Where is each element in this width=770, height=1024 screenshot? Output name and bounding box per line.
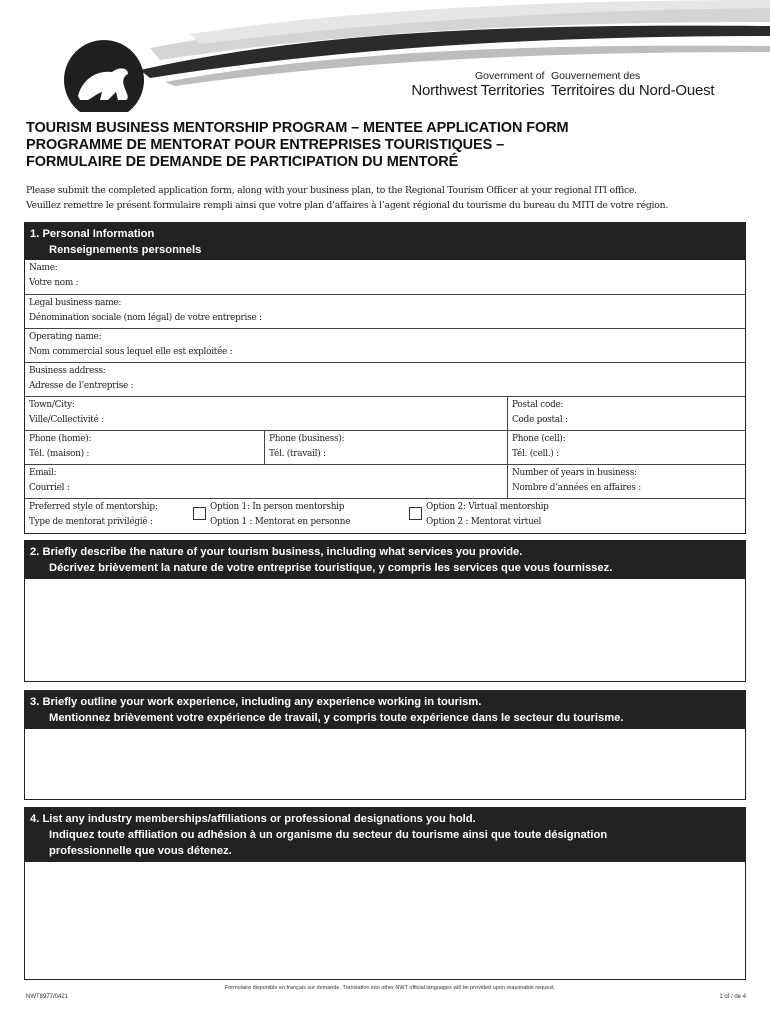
phone-cell-label-en: Phone (cell): bbox=[512, 434, 566, 444]
gov-en-small: Government of bbox=[475, 70, 545, 82]
option-1-checkbox[interactable] bbox=[193, 507, 206, 520]
government-name-en bbox=[405, 70, 544, 99]
title-line-2: PROGRAMME DE MENTORAT POUR ENTREPRISES TOURISTIQUES – bbox=[26, 137, 505, 153]
address-row[interactable] bbox=[25, 362, 745, 396]
letterhead bbox=[0, 0, 770, 112]
postal-code-field[interactable] bbox=[507, 397, 745, 430]
section-4-title-fr-2: professionnelle que vous détenez. bbox=[49, 845, 232, 857]
mentorship-style-label bbox=[25, 499, 189, 533]
legal-business-name-field[interactable] bbox=[25, 295, 745, 328]
years-label-en: Number of years in business: bbox=[512, 468, 637, 478]
legal-label-fr: Dénomination sociale (nom légal) de votre entreprise : bbox=[29, 313, 262, 323]
email-field[interactable] bbox=[25, 465, 507, 498]
form-id: NWT8977/0421 bbox=[26, 994, 69, 1000]
legal-label-en: Legal business name: bbox=[29, 298, 122, 308]
section-4-title-en: 4. List any industry memberships/affiliations or professional designations you hold. bbox=[30, 813, 476, 825]
gov-fr-small: Gouvernement des bbox=[551, 70, 641, 82]
section-work-experience bbox=[24, 690, 746, 800]
business-address-field[interactable] bbox=[25, 363, 745, 396]
mentorship-style-row bbox=[25, 498, 745, 533]
polar-bear-logo-icon bbox=[64, 40, 144, 112]
section-2-title-en: 2. Briefly describe the nature of your tourism business, including what services you provide. bbox=[30, 546, 523, 558]
name-label-en: Name: bbox=[29, 263, 58, 273]
address-label-fr: Adresse de l’entreprise : bbox=[29, 381, 134, 391]
legal-name-row[interactable] bbox=[25, 294, 745, 328]
option-1-label bbox=[206, 499, 354, 533]
option-2-label-fr: Option 2 : Mentorat virtuel bbox=[426, 517, 542, 527]
postal-label-en: Postal code: bbox=[512, 400, 564, 410]
postal-label-fr: Code postal : bbox=[512, 415, 568, 425]
phone-home-label-en: Phone (home): bbox=[29, 434, 92, 444]
option-2-group bbox=[409, 499, 745, 533]
name-row[interactable] bbox=[25, 260, 745, 294]
option-1-group bbox=[189, 499, 409, 533]
section-2-header bbox=[25, 541, 745, 579]
email-years-row bbox=[25, 464, 745, 498]
instructions-fr: Veuillez remettre le présent formulaire rempli ainsi que votre plan d’affaires à l’agent régional du tourisme du bureau du MITI de votre région. bbox=[26, 199, 669, 211]
town-label-fr: Ville/Collectivité : bbox=[29, 415, 104, 425]
section-3-title-fr: Mentionnez brièvement votre expérience de travail, y compris toute expérience dans le secteur du tourisme. bbox=[49, 712, 624, 724]
section-personal-information bbox=[24, 222, 746, 534]
operating-label-fr: Nom commercial sous lequel elle est exploitée : bbox=[29, 347, 233, 357]
page-number: 1 of / de 4 bbox=[719, 994, 746, 1000]
section-4-title-fr-1: Indiquez toute affiliation ou adhésion à un organisme du secteur du tourisme ainsi que toute désignation bbox=[49, 829, 608, 841]
gov-fr-big: Territoires du Nord-Ouest bbox=[551, 82, 715, 99]
style-label-en: Preferred style of mentorship: bbox=[29, 502, 158, 512]
phone-home-label-fr: Tél. (maison) : bbox=[29, 449, 90, 459]
section-4-header bbox=[25, 808, 745, 862]
government-name-fr bbox=[551, 70, 714, 99]
phone-business-label-fr: Tél. (travail) : bbox=[269, 449, 326, 459]
instructions-en: Please submit the completed application form, along with your business plan, to the Regional Tourism Officer at your regional ITI office. bbox=[26, 185, 637, 196]
form-title bbox=[26, 120, 746, 171]
footer-language-note: Formulaire disponible en français sur demande. Translation into other NWT official languages will be provided upon reasonable request. bbox=[224, 985, 556, 991]
section-3-title-en: 3. Briefly outline your work experience, including any experience working in tourism. bbox=[30, 696, 482, 708]
operating-name-row[interactable] bbox=[25, 328, 745, 362]
title-line-1: TOURISM BUSINESS MENTORSHIP PROGRAM – MENTEE APPLICATION FORM bbox=[26, 120, 569, 136]
section-business-description bbox=[24, 540, 746, 682]
years-label-fr: Nombre d’années en affaires : bbox=[512, 483, 642, 493]
phone-row bbox=[25, 430, 745, 464]
memberships-answer-area[interactable] bbox=[25, 862, 745, 1024]
option-2-label-en: Option 2: Virtual mentorship bbox=[426, 502, 549, 512]
phone-business-field[interactable] bbox=[264, 431, 507, 464]
town-label-en: Town/City: bbox=[29, 400, 75, 410]
name-label-fr: Votre nom : bbox=[29, 278, 79, 288]
operating-name-field[interactable] bbox=[25, 329, 745, 362]
phone-business-label-en: Phone (business): bbox=[269, 434, 345, 444]
gov-en-big: Northwest Territories bbox=[411, 82, 545, 99]
section-memberships bbox=[24, 807, 746, 980]
phone-cell-label-fr: Tél. (cell.) : bbox=[512, 449, 559, 459]
email-label-fr: Courriel : bbox=[29, 483, 70, 493]
years-in-business-field[interactable] bbox=[507, 465, 745, 498]
address-label-en: Business address: bbox=[29, 366, 106, 376]
town-postal-row bbox=[25, 396, 745, 430]
section-1-title-fr: Renseignements personnels bbox=[49, 244, 202, 256]
section-1-title-en: 1. Personal Information bbox=[30, 228, 155, 240]
option-1-label-en: Option 1: In person mentorship bbox=[210, 502, 345, 512]
instructions bbox=[26, 184, 746, 213]
phone-cell-field[interactable] bbox=[507, 431, 745, 464]
option-1-label-fr: Option 1 : Mentorat en personne bbox=[210, 517, 351, 527]
option-2-label bbox=[422, 499, 553, 533]
section-3-header bbox=[25, 691, 745, 729]
section-1-header bbox=[25, 223, 745, 260]
title-line-3: FORMULAIRE DE DEMANDE DE PARTICIPATION DU MENTORÉ bbox=[26, 154, 459, 170]
town-field[interactable] bbox=[25, 397, 507, 430]
operating-label-en: Operating name: bbox=[29, 332, 102, 342]
style-label-fr: Type de mentorat privilégié : bbox=[29, 517, 153, 527]
name-field[interactable] bbox=[25, 260, 745, 294]
section-2-title-fr: Décrivez brièvement la nature de votre entreprise touristique, y compris les services que vous fournissez. bbox=[49, 562, 613, 574]
email-label-en: Email: bbox=[29, 468, 57, 478]
phone-home-field[interactable] bbox=[25, 431, 264, 464]
option-2-checkbox[interactable] bbox=[409, 507, 422, 520]
